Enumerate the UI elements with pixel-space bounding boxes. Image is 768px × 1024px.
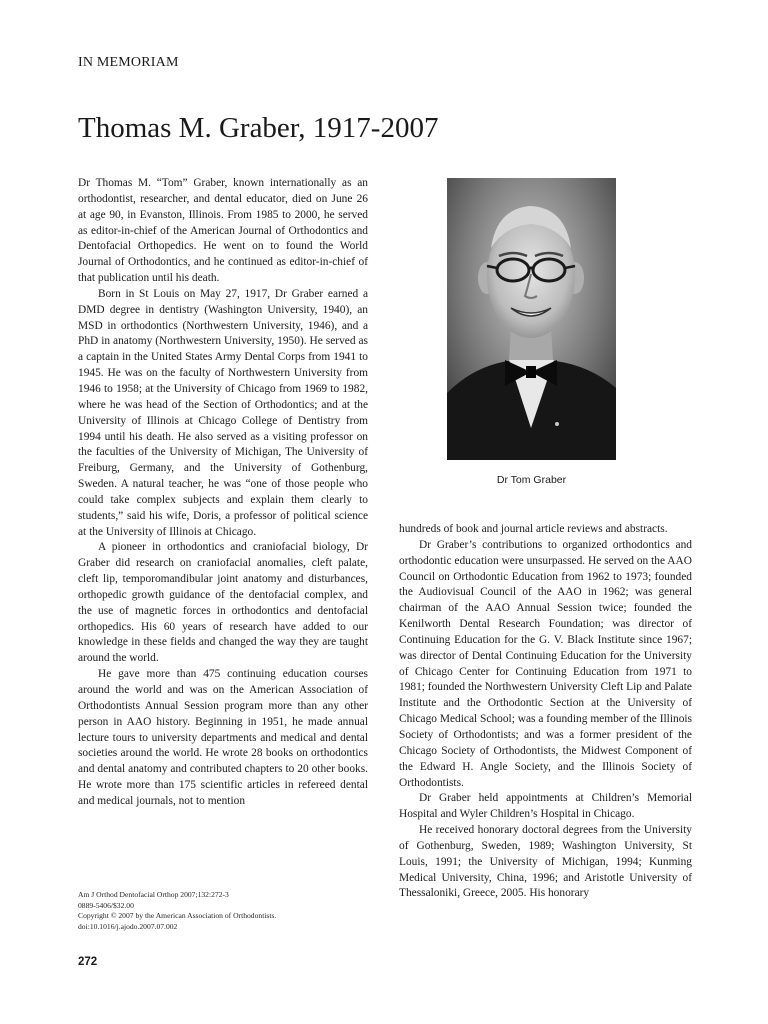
paragraph: hundreds of book and journal article reviews and abstracts. xyxy=(399,523,668,535)
article-footnote xyxy=(78,890,368,932)
paragraph: He gave more than 475 continuing education courses around the world and was on the American Association of Orthodontists Annual Session program more than any other person in AAO history. Beginning in 1951, he made annual lecture tours to university departments and medical and dental societies around the world. He wrote 28 books on orthodontics and dental anatomy and contributed chapters to 20 other books. He wrote more than 175 scientific articles in refereed dental and medical journals, not to mention xyxy=(78,668,368,807)
portrait-photo xyxy=(447,178,616,460)
photo-caption: Dr Tom Graber xyxy=(496,474,567,486)
issn-line: 0889-5406/$32.00 xyxy=(78,900,134,910)
left-column xyxy=(78,176,368,810)
article-title: Thomas M. Graber, 1917-2007 xyxy=(78,112,439,144)
paragraph: He received honorary doctoral degrees from the University of Gothenburg, Sweden, 1989; Washington University, St Louis, 1991; the University of Michigan, 1994; Kunming Medical University, China, 1996; and Aristotle University of Thessaloniki, Greece, 2005. His honorary xyxy=(399,824,692,900)
paragraph: A pioneer in orthodontics and craniofacial biology, Dr Graber did research on craniofacial anomalies, cleft palate, cleft lip, temporomandibular joint anatomy and disturbances, orthopedic growth guidance of the dentofacial complex, and the use of magnetic forces in orthodontics and dentofacial orthopedics. His 60 years of research have added to our knowledge in these fields and changed the way they are taught around the world. xyxy=(78,541,368,665)
paragraph: Born in St Louis on May 27, 1917, Dr Graber earned a DMD degree in dentistry (Washington University, 1940), an MSD in orthodontics (Northwestern University, 1946), and a PhD in anatomy (Northwestern University, 1950). He served as a captain in the United States Army Dental Corps from 1941 to 1945. He was on the faculty of Northwestern University from 1946 to 1958; at the University of Chicago from 1969 to 1982, where he was head of the Section of Orthodontics; and at the University of Illinois at Chicago College of Dentistry from 1994 until his death. He also served as a visiting professor on the faculties of the University of Michigan, The University of Freiburg, Germany, and the University of Gothenburg, Sweden. A natural teacher, he was “one of those people who could take complex subjects and explain them clearly to students,” said his wife, Doris, a professor of political science at the University of Illinois at Chicago. xyxy=(78,287,368,538)
paragraph: Dr Graber held appointments at Children’s Memorial Hospital and Wyler Children’s Hospital in Chicago. xyxy=(399,792,692,821)
citation-line: Am J Orthod Dentofacial Orthop 2007;132:272-3 xyxy=(78,890,229,899)
copyright-line: Copyright © 2007 by the American Association of Orthodontists. xyxy=(78,911,277,921)
doi-line: doi:10.1016/j.ajodo.2007.07.002 xyxy=(78,921,178,931)
paragraph: Dr Graber’s contributions to organized orthodontics and orthodontic education were unsurpassed. He served on the AAO Council on Orthodontic Education from 1962 to 1973; founded the Audiovisual Council of the AAO in 1962; was general chairman of the AAO Annual Session twice; founded the Kenilworth Dental Research Foundation; was director of Continuing Education for the G. V. Black Institute since 1967; was director of Dental Continuing Education for the University of Chicago Center for Continuing Education from 1971 to 1981; founded the Northwestern University Cleft Lip and Palate Institute and the Orthodontic Section at the University of Chicago Medical School; was a founding member of the Illinois Society of Orthodontists; and was a former president of the Chicago Society of Orthodontists, the Midwest Component of the Edward H. Angle Society, and the Illinois Society of Orthodontists. xyxy=(399,538,692,789)
paragraph: Dr Thomas M. “Tom” Graber, known internationally as an orthodontist, researcher, and dental educator, died on June 26 at age 90, in Evanston, Illinois. From 1985 to 2000, he served as editor-in-chief of the American Journal of Orthodontics and Dentofacial Orthopedics. He went on to found the World Journal of Orthodontics, and he continued as editor-in-chief of that publication until his death. xyxy=(78,177,368,285)
right-column xyxy=(399,522,692,902)
page-number: 272 xyxy=(78,956,98,968)
section-label: IN MEMORIAM xyxy=(78,55,179,70)
